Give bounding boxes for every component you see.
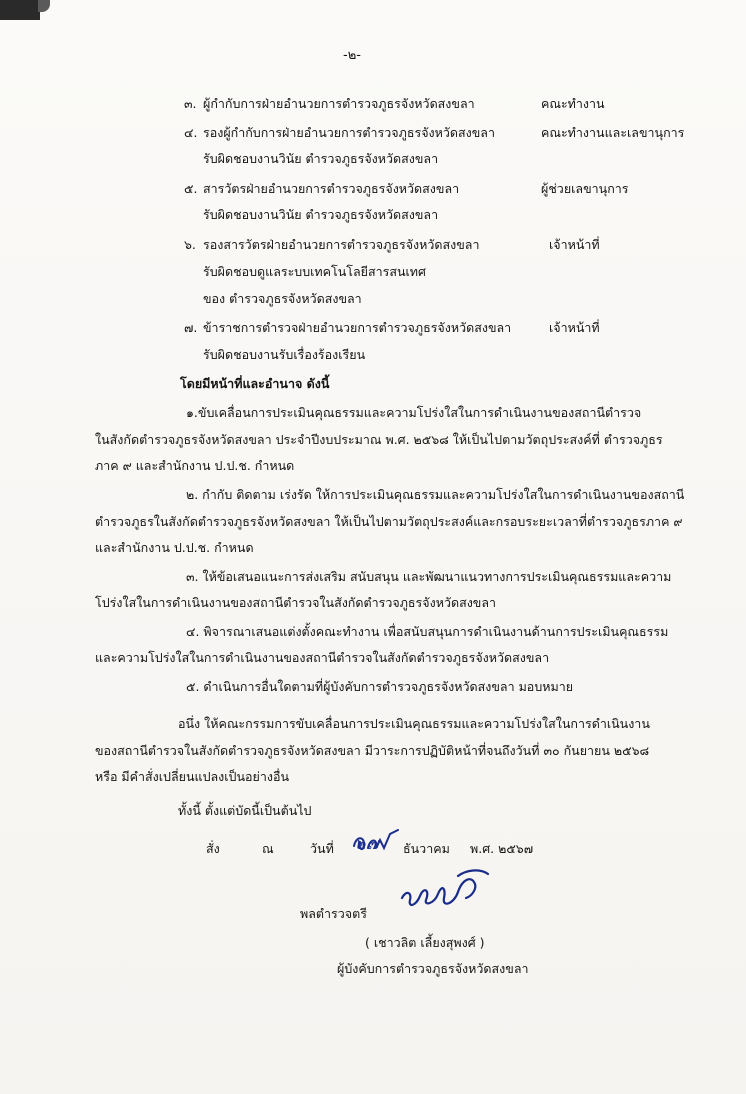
order-wanthi: วันที่ — [310, 841, 334, 856]
page-number: -๒- — [343, 48, 361, 63]
member-detail: รับผิดชอบดูแลระบบเทคโนโลยีสารสนเทศ — [203, 264, 426, 279]
member-title: ผู้กำกับการฝ่ายอำนวยการตำรวจภูธรจังหวัดสงขลา — [203, 96, 475, 111]
member-detail: ของ ตำรวจภูธรจังหวัดสงขลา — [203, 291, 362, 306]
duties-heading: โดยมีหน้าที่และอำนาจ ดังนี้ — [180, 376, 330, 391]
duty-line: ในสังกัดตำรวจภูธรจังหวัดสงขลา ประจำปีงบประมาณ พ.ศ. ๒๕๖๘ ให้เป็นไปตามวัตถุประสงค์ที่ ตำรวจภูธร — [95, 432, 663, 447]
order-na: ณ — [262, 841, 274, 856]
duty-line: ตำรวจภูธรในสังกัดตำรวจภูธรจังหวัดสงขลา ให้เป็นไปตามวัตถุประสงค์และกรอบระยะเวลาที่ตำรวจภูธรภาค ๙ — [95, 514, 683, 529]
member-number: ๔. — [184, 125, 198, 140]
member-role: ผู้ช่วยเลขานุการ — [541, 181, 629, 196]
member-detail: รับผิดชอบงานวินัย ตำรวจภูธรจังหวัดสงขลา — [203, 151, 439, 166]
member-detail: รับผิดชอบงานรับเรื่องร้องเรียน — [203, 347, 366, 362]
duty-line: ๔. พิจารณาเสนอแต่งตั้งคณะทำงาน เพื่อสนับสนุนการดำเนินงานด้านการประเมินคุณธรรม — [186, 624, 669, 639]
member-title: รองผู้กำกับการฝ่ายอำนวยการตำรวจภูธรจังหวัดสงขลา — [203, 125, 495, 140]
member-title: รองสารวัตรฝ่ายอำนวยการตำรวจภูธรจังหวัดสงขลา — [203, 237, 480, 252]
member-number: ๖. — [184, 237, 196, 252]
signatory-position: ผู้บังคับการตำรวจภูธรจังหวัดสงขลา — [337, 961, 529, 976]
order-year: พ.ศ. ๒๕๖๗ — [470, 841, 534, 856]
duty-line: ๒. กำกับ ติดตาม เร่งรัด ให้การประเมินคุณธรรมและความโปร่งใสในการดำเนินงานของสถานี — [186, 487, 685, 502]
signatory-rank: พลตำรวจตรี — [300, 906, 367, 921]
member-number: ๓. — [184, 96, 197, 111]
effective-statement: ทั้งนี้ ตั้งแต่บัดนี้เป็นต้นไป — [178, 803, 312, 818]
duty-line: และความโปร่งใสในการดำเนินงานของสถานีตำรวจในสังกัดตำรวจภูธรจังหวัดสงขลา — [95, 650, 550, 665]
handwritten-date-stroke — [350, 826, 410, 862]
page-fold-shadow — [0, 0, 40, 20]
page-fold-corner — [38, 0, 50, 12]
order-sang: สั่ง — [206, 841, 220, 856]
member-role: เจ้าหน้าที่ — [549, 237, 600, 252]
closing-line: ของสถานีตำรวจในสังกัดตำรวจภูธรจังหวัดสงขลา มีวาระการปฏิบัติหน้าที่จนถึงวันที่ ๓๐ กันยายน ๒๕๖๘ — [95, 743, 650, 758]
member-title: ข้าราชการตำรวจฝ่ายอำนวยการตำรวจภูธรจังหวัดสงขลา — [203, 320, 512, 335]
member-title: สารวัตรฝ่ายอำนวยการตำรวจภูธรจังหวัดสงขลา — [203, 181, 460, 196]
closing-line: หรือ มีคำสั่งเปลี่ยนแปลงเป็นอย่างอื่น — [95, 769, 290, 784]
member-detail: รับผิดชอบงานวินัย ตำรวจภูธรจังหวัดสงขลา — [203, 207, 439, 222]
duty-line: ๓. ให้ข้อเสนอแนะการส่งเสริม สนับสนุน และพัฒนาแนวทางการประเมินคุณธรรมและความ — [186, 569, 672, 584]
duty-line: ๑.ขับเคลื่อนการประเมินคุณธรรมและความโปร่งใสในการดำเนินงานของสถานีตำรวจ — [186, 405, 642, 420]
closing-line: อนึ่ง ให้คณะกรรมการขับเคลื่อนการประเมินคุณธรรมและความโปร่งใสในการดำเนินงาน — [178, 716, 650, 731]
order-month: ธันวาคม — [403, 841, 450, 856]
duty-line: ๕. ดำเนินการอื่นใดตามที่ผู้บังคับการตำรวจภูธรจังหวัดสงขลา มอบหมาย — [186, 679, 574, 694]
member-number: ๗. — [184, 320, 198, 335]
handwritten-day: ๒๗ — [355, 834, 380, 853]
member-role: คณะทำงานและเลขานุการ — [541, 125, 685, 140]
member-role: คณะทำงาน — [541, 96, 605, 111]
signature-drawing — [396, 868, 496, 920]
member-number: ๕. — [184, 181, 198, 196]
member-role: เจ้าหน้าที่ — [549, 320, 600, 335]
signatory-name: ( เชาวลิต เลี้ยงสุพงศ์ ) — [365, 935, 485, 950]
duty-line: โปร่งใสในการดำเนินงานของสถานีตำรวจในสังกัดตำรวจภูธรจังหวัดสงขลา — [95, 595, 497, 610]
duty-line: และสำนักงาน ป.ป.ช. กำหนด — [95, 540, 254, 555]
duty-line: ภาค ๙ และสำนักงาน ป.ป.ช. กำหนด — [95, 458, 295, 473]
